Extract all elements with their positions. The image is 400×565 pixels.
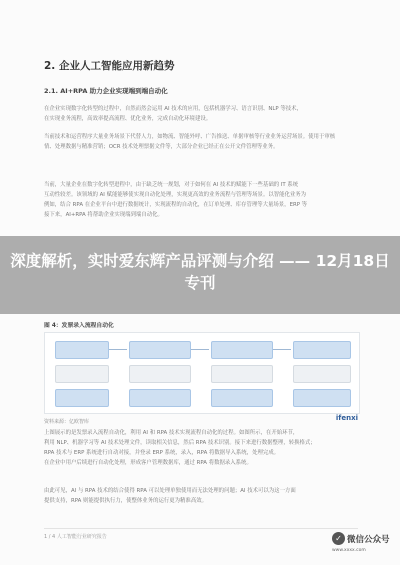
subsection-heading: 2.1. AI+RPA 助力企业实现端到端自动化 [44,87,168,95]
flow-figure [44,332,360,414]
overlay-title: 深度解析，实时爱东辉产品评测与介绍 —— 12月18日专刊 [10,252,390,292]
flow-step-box [293,341,351,359]
page-footer: 1 / 4 人工智能行业研究报告 [44,534,107,540]
flow-connector [273,349,291,350]
wechat-icon: ✓ [332,532,345,545]
paragraph-1: 在企业实现数字化转型的过程中，自然而然会运用 AI 技术的应用，包括机器学习、语言识别、NLP 等技术， 在实现业务流程，高效率提高流程、优化业务，完成自动化环境建设。 [44,106,302,122]
paragraph-2: 当前技术和运营程序大量业务场景下代替人力，如物流、智能外呼、广告推送、单据审核等行业业务运营场景。使用于审核 情、处理数据与精准营销；OCR 技术处理票据文件等，大部分企业已经正在公开文件管理等业务。 [44,134,336,150]
flow-step-box [129,389,191,407]
flow-step-box [129,341,191,359]
flow-step-box [211,365,273,383]
figure-title: 图 4：发票录入流程自动化 [44,323,114,329]
watermark-url: www.xxxx.com [332,548,366,553]
flow-step-box [293,389,351,407]
flow-step-box [55,341,109,359]
figure-logo: ifenxi [335,414,358,422]
watermark-text: 微信公众号 [347,535,390,545]
flow-step-box [55,365,109,383]
flow-step-box [55,389,109,407]
flow-step-box [211,389,273,407]
paragraph-5: 由此可见，AI 与 RPA 技术的结合使得 RPA 可以处理单独使用而无法处理的问题；AI 技术可以为这一方面 提供支持，RPA 则能提供执行力，使整体业务的运行更为精准高效。 [44,488,296,504]
flow-step-box [211,341,273,359]
paragraph-4: 上图展示的是发票录入流程自动化，利用 AI 和 RPA 技术实现流程自动化的过程。如图所示，在开始环节， 利用 NLP、机器学习等 AI 技术处理文件，读取相关信息，然后 RPA 技术识别。接下来进行数据整理，转换格式； RPA 技术与 ERP 系统进行自动对接，并登录 ERP 系统，录入，RPA 将数据导入系统，处理完成。 在企业中用户后续进行自动化处理，形成客户管理数据库，通过 RPA 将数据录入系统。 [44,430,316,466]
figure-source: 资料来源：亿欧智库 [44,419,90,425]
paragraph-3: 当前，大量企业在数字化转型进程中，由于缺乏统一规划，对于如何在 AI 技术的赋能下一些基础的 IT 系统 互动性较差。该领域的 AI 赋能能够使实现自动化处理，实现更高效的业务流程与管理等场景。以智能化业务为 例如，结合 RPA 在企业平台中进行数据统计，实现流程的自动化，在订单处理、库存管理等大量场景，ERP 等 接下来，AI+RPA 将帮助企业实现端到端自动化。 [44,182,308,218]
flow-connector [109,349,127,350]
flow-step-box [293,365,351,383]
section-heading: 2. 企业人工智能应用新趋势 [44,60,175,72]
footer-divider [44,528,358,529]
flow-step-box [129,365,191,383]
flow-connector [191,349,209,350]
